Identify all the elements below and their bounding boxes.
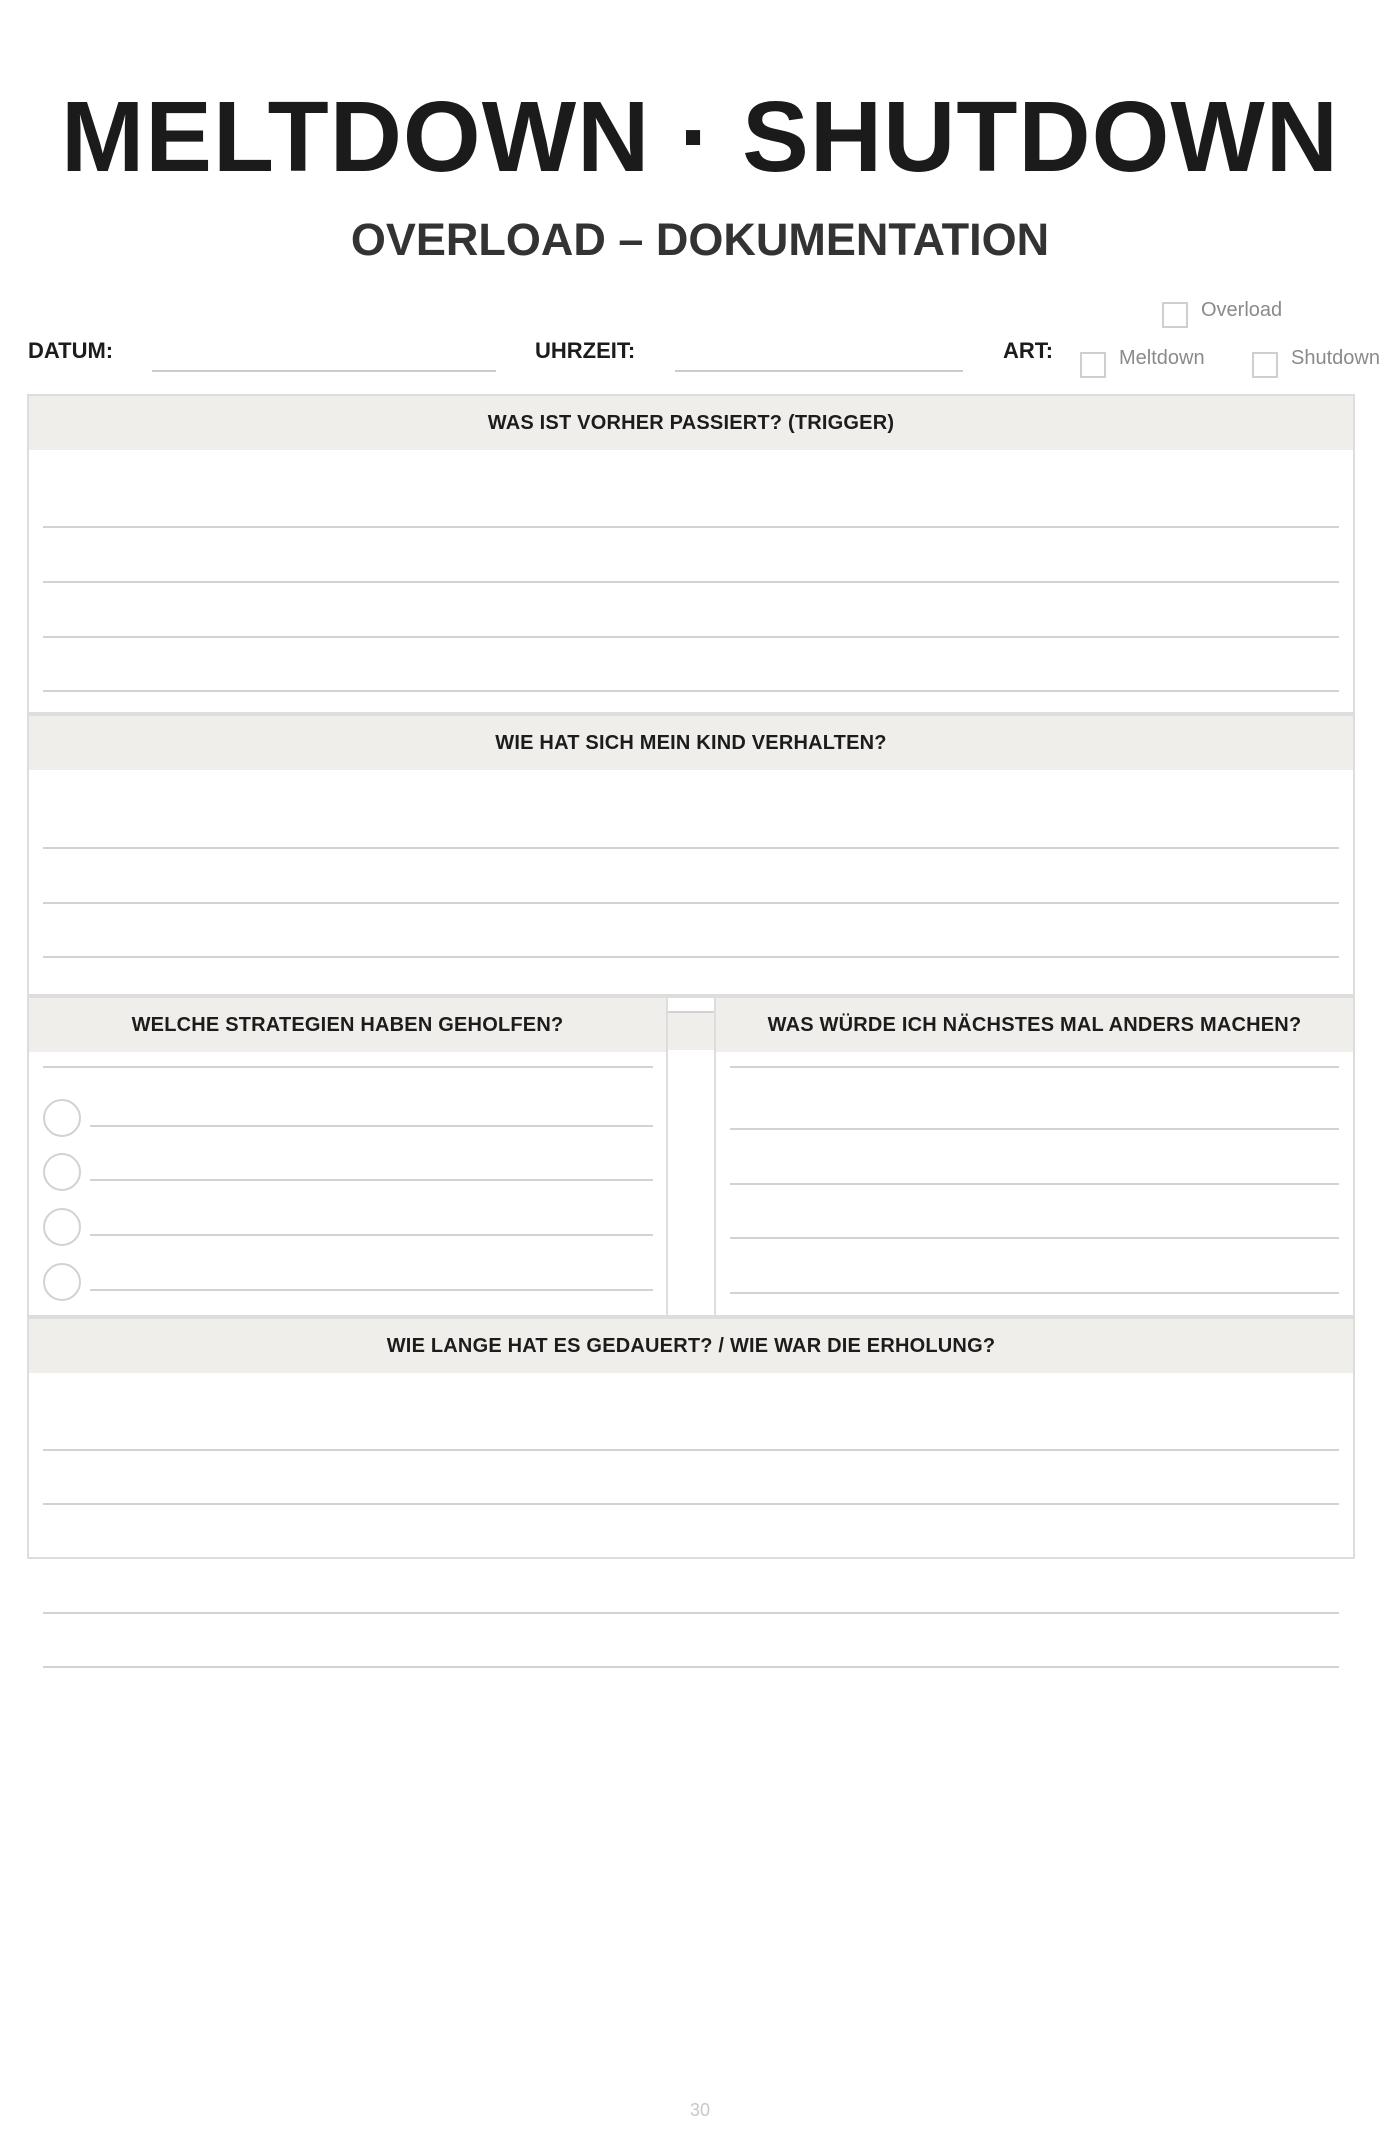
strategies-heading: WELCHE STRATEGIEN HABEN GEHOLFEN?	[29, 998, 666, 1052]
trigger-writing-line[interactable]	[43, 581, 1339, 583]
trigger-section	[27, 394, 1355, 714]
behavior-writing-line[interactable]	[43, 956, 1339, 958]
trigger-writing-line[interactable]	[43, 636, 1339, 638]
strategy-writing-line[interactable]	[90, 1125, 653, 1127]
datum-field[interactable]	[152, 370, 496, 372]
strategy-bullet-circle[interactable]	[43, 1263, 81, 1301]
page-number: 30	[689, 2100, 711, 2120]
strategies-section	[27, 996, 668, 1317]
strategy-writing-line[interactable]	[90, 1289, 653, 1291]
overload-option-label: Overload	[1201, 299, 1283, 321]
extra-writing-line[interactable]	[43, 1612, 1339, 1614]
next-time-top-line	[730, 1066, 1339, 1068]
next-time-heading: WAS WÜRDE ICH NÄCHSTES MAL ANDERS MACHEN?	[716, 998, 1353, 1052]
next-time-writing-line[interactable]	[730, 1128, 1339, 1130]
next-time-writing-line[interactable]	[730, 1183, 1339, 1185]
behavior-writing-line[interactable]	[43, 902, 1339, 904]
gutter-shade	[668, 1013, 714, 1050]
datum-label: DATUM:	[28, 338, 114, 363]
shutdown-option-label: Shutdown	[1291, 347, 1380, 369]
next-time-writing-line[interactable]	[730, 1237, 1339, 1239]
strategy-bullet-circle[interactable]	[43, 1099, 81, 1137]
page-subtitle: OVERLOAD – DOKUMENTATION	[350, 214, 1050, 265]
meltdown-checkbox[interactable]	[1080, 352, 1106, 378]
art-label: ART:	[1003, 338, 1054, 363]
next-time-writing-line[interactable]	[730, 1292, 1339, 1294]
overload-checkbox[interactable]	[1162, 302, 1188, 328]
trigger-writing-line[interactable]	[43, 690, 1339, 692]
trigger-writing-line[interactable]	[43, 526, 1339, 528]
extra-writing-line[interactable]	[43, 1666, 1339, 1668]
strategy-writing-line[interactable]	[90, 1234, 653, 1236]
duration-heading: WIE LANGE HAT ES GEDAUERT? / WIE WAR DIE ERHOLUNG?	[29, 1319, 1353, 1373]
duration-section	[27, 1317, 1355, 1559]
next-time-section	[714, 996, 1355, 1317]
page-title: MELTDOWN · SHUTDOWN	[60, 81, 1340, 193]
strategy-writing-line[interactable]	[90, 1179, 653, 1181]
behavior-heading: WIE HAT SICH MEIN KIND VERHALTEN?	[29, 716, 1353, 770]
strategy-bullet-circle[interactable]	[43, 1153, 81, 1191]
duration-writing-line[interactable]	[43, 1503, 1339, 1505]
behavior-writing-line[interactable]	[43, 847, 1339, 849]
uhrzeit-field[interactable]	[675, 370, 963, 372]
shutdown-checkbox[interactable]	[1252, 352, 1278, 378]
strategy-bullet-circle[interactable]	[43, 1208, 81, 1246]
uhrzeit-label: UHRZEIT:	[535, 338, 636, 363]
behavior-section	[27, 714, 1355, 996]
duration-writing-line[interactable]	[43, 1449, 1339, 1451]
strategies-top-line	[43, 1066, 653, 1068]
meltdown-option-label: Meltdown	[1119, 347, 1205, 369]
trigger-heading: WAS IST VORHER PASSIERT? (TRIGGER)	[29, 396, 1353, 450]
